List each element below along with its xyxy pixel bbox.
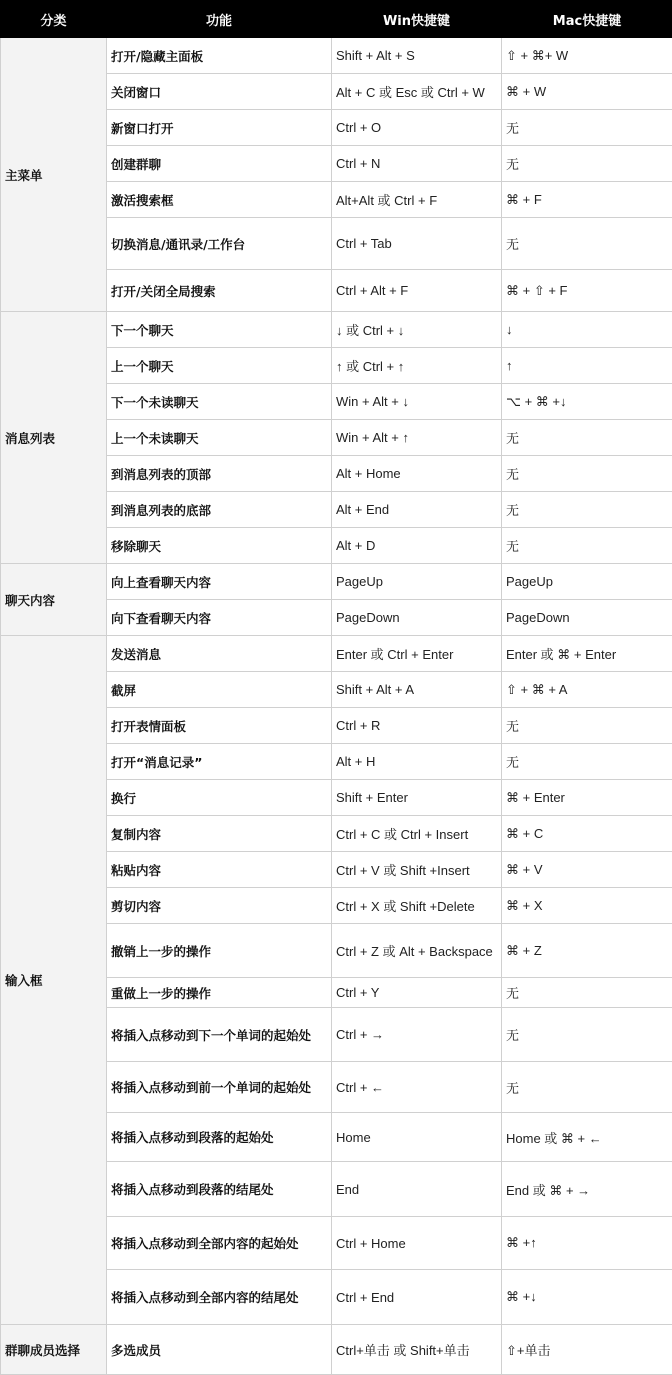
function-cell: 截屏 <box>107 672 332 708</box>
mac-shortcut-cell: 无 <box>502 1008 672 1062</box>
win-shortcut-cell: Ctrl + ← <box>332 1062 502 1113</box>
win-shortcut-cell: Home <box>332 1113 502 1162</box>
win-shortcut-cell: PageDown <box>332 600 502 636</box>
mac-shortcut-cell: ⇧ + ⌘ + A <box>502 672 672 708</box>
mac-shortcut-cell: ⇧ + ⌘+ W <box>502 38 672 74</box>
mac-shortcut-cell: ⌘ + F <box>502 182 672 218</box>
function-cell: 将插入点移动到段落的起始处 <box>107 1113 332 1162</box>
mac-shortcut-cell: 无 <box>502 110 672 146</box>
mac-shortcut-cell: 无 <box>502 528 672 564</box>
mac-shortcut-cell: 无 <box>502 1062 672 1113</box>
mac-shortcut-cell: 无 <box>502 978 672 1008</box>
function-cell: 撤销上一步的操作 <box>107 924 332 978</box>
mac-shortcut-cell: ⌘ + Enter <box>502 780 672 816</box>
win-shortcut-cell: Ctrl + V 或 Shift +Insert <box>332 852 502 888</box>
table-row <box>1 1325 672 1375</box>
win-shortcut-cell: Alt + H <box>332 744 502 780</box>
mac-shortcut-cell: 无 <box>502 492 672 528</box>
win-shortcut-cell: ↑ 或 Ctrl + ↑ <box>332 348 502 384</box>
function-cell: 上一个聊天 <box>107 348 332 384</box>
mac-shortcut-cell: ⌘ + ⇧ + F <box>502 270 672 312</box>
table-row <box>1 636 672 672</box>
function-cell: 切换消息/通讯录/工作台 <box>107 218 332 270</box>
header-category: 分类 <box>1 1 107 38</box>
category-cell: 群聊成员选择 <box>1 1325 107 1375</box>
category-cell: 消息列表 <box>1 312 107 564</box>
mac-shortcut-cell: ⇧+单击 <box>502 1325 672 1375</box>
function-cell: 向下查看聊天内容 <box>107 600 332 636</box>
function-cell: 到消息列表的顶部 <box>107 456 332 492</box>
category-cell: 主菜单 <box>1 38 107 312</box>
function-cell: 创建群聊 <box>107 146 332 182</box>
win-shortcut-cell: Ctrl + X 或 Shift +Delete <box>332 888 502 924</box>
mac-shortcut-cell: ⌘ + Z <box>502 924 672 978</box>
win-shortcut-cell: Alt+Alt 或 Ctrl + F <box>332 182 502 218</box>
function-cell: 将插入点移动到前一个单词的起始处 <box>107 1062 332 1113</box>
win-shortcut-cell: End <box>332 1162 502 1217</box>
function-cell: 将插入点移动到段落的结尾处 <box>107 1162 332 1217</box>
function-cell: 将插入点移动到全部内容的起始处 <box>107 1217 332 1270</box>
function-cell: 下一个聊天 <box>107 312 332 348</box>
function-cell: 剪切内容 <box>107 888 332 924</box>
function-cell: 上一个未读聊天 <box>107 420 332 456</box>
function-cell: 移除聊天 <box>107 528 332 564</box>
header-win-shortcut: Win快捷键 <box>332 1 502 38</box>
function-cell: 打开/隐藏主面板 <box>107 38 332 74</box>
mac-shortcut-cell: 无 <box>502 218 672 270</box>
function-cell: 粘贴内容 <box>107 852 332 888</box>
table-row <box>1 38 672 74</box>
function-cell: 到消息列表的底部 <box>107 492 332 528</box>
mac-shortcut-cell: ↑ <box>502 348 672 384</box>
table-row <box>1 312 672 348</box>
mac-shortcut-cell: ⌘ +↑ <box>502 1217 672 1270</box>
function-cell: 向上查看聊天内容 <box>107 564 332 600</box>
mac-shortcut-cell: 无 <box>502 744 672 780</box>
win-shortcut-cell: Shift + Alt + S <box>332 38 502 74</box>
header-row <box>1 1 672 38</box>
mac-shortcut-cell: ↓ <box>502 312 672 348</box>
win-shortcut-cell: Win + Alt + ↓ <box>332 384 502 420</box>
win-shortcut-cell: ↓ 或 Ctrl + ↓ <box>332 312 502 348</box>
win-shortcut-cell: Ctrl+单击 或 Shift+单击 <box>332 1325 502 1375</box>
function-cell: 换行 <box>107 780 332 816</box>
mac-shortcut-cell: 无 <box>502 708 672 744</box>
function-cell: 重做上一步的操作 <box>107 978 332 1008</box>
mac-shortcut-cell: ⌘ + C <box>502 816 672 852</box>
win-shortcut-cell: Ctrl + → <box>332 1008 502 1062</box>
function-cell: 打开/关闭全局搜索 <box>107 270 332 312</box>
win-shortcut-cell: Alt + C 或 Esc 或 Ctrl + W <box>332 74 502 110</box>
header-function: 功能 <box>107 1 332 38</box>
win-shortcut-cell: Ctrl + Z 或 Alt + Backspace <box>332 924 502 978</box>
win-shortcut-cell: Ctrl + Tab <box>332 218 502 270</box>
win-shortcut-cell: Ctrl + N <box>332 146 502 182</box>
mac-shortcut-cell: ⌘ + X <box>502 888 672 924</box>
mac-shortcut-cell: PageDown <box>502 600 672 636</box>
table-row <box>1 564 672 600</box>
function-cell: 将插入点移动到全部内容的结尾处 <box>107 1270 332 1325</box>
function-cell: 下一个未读聊天 <box>107 384 332 420</box>
mac-shortcut-cell: End 或 ⌘ + → <box>502 1162 672 1217</box>
function-cell: 关闭窗口 <box>107 74 332 110</box>
function-cell: 激活搜索框 <box>107 182 332 218</box>
win-shortcut-cell: Ctrl + R <box>332 708 502 744</box>
win-shortcut-cell: Ctrl + End <box>332 1270 502 1325</box>
mac-shortcut-cell: ⌘ + W <box>502 74 672 110</box>
function-cell: 将插入点移动到下一个单词的起始处 <box>107 1008 332 1062</box>
win-shortcut-cell: PageUp <box>332 564 502 600</box>
win-shortcut-cell: Enter 或 Ctrl + Enter <box>332 636 502 672</box>
mac-shortcut-cell: ⌘ +↓ <box>502 1270 672 1325</box>
mac-shortcut-cell: PageUp <box>502 564 672 600</box>
mac-shortcut-cell: ⌥ + ⌘ +↓ <box>502 384 672 420</box>
win-shortcut-cell: Ctrl + O <box>332 110 502 146</box>
win-shortcut-cell: Alt + Home <box>332 456 502 492</box>
win-shortcut-cell: Alt + D <box>332 528 502 564</box>
mac-shortcut-cell: 无 <box>502 456 672 492</box>
function-cell: 多选成员 <box>107 1325 332 1375</box>
header-mac-shortcut: Mac快捷键 <box>502 1 672 38</box>
mac-shortcut-cell: Home 或 ⌘ + ← <box>502 1113 672 1162</box>
win-shortcut-cell: Ctrl + Home <box>332 1217 502 1270</box>
function-cell: 打开“消息记录” <box>107 744 332 780</box>
function-cell: 打开表情面板 <box>107 708 332 744</box>
category-cell: 聊天内容 <box>1 564 107 636</box>
function-cell: 发送消息 <box>107 636 332 672</box>
category-cell: 输入框 <box>1 636 107 1325</box>
win-shortcut-cell: Ctrl + Y <box>332 978 502 1008</box>
mac-shortcut-cell: 无 <box>502 420 672 456</box>
win-shortcut-cell: Shift + Alt + A <box>332 672 502 708</box>
win-shortcut-cell: Shift + Enter <box>332 780 502 816</box>
function-cell: 新窗口打开 <box>107 110 332 146</box>
function-cell: 复制内容 <box>107 816 332 852</box>
win-shortcut-cell: Alt + End <box>332 492 502 528</box>
mac-shortcut-cell: Enter 或 ⌘ + Enter <box>502 636 672 672</box>
win-shortcut-cell: Ctrl + Alt + F <box>332 270 502 312</box>
mac-shortcut-cell: 无 <box>502 146 672 182</box>
win-shortcut-cell: Win + Alt + ↑ <box>332 420 502 456</box>
mac-shortcut-cell: ⌘ + V <box>502 852 672 888</box>
win-shortcut-cell: Ctrl + C 或 Ctrl + Insert <box>332 816 502 852</box>
